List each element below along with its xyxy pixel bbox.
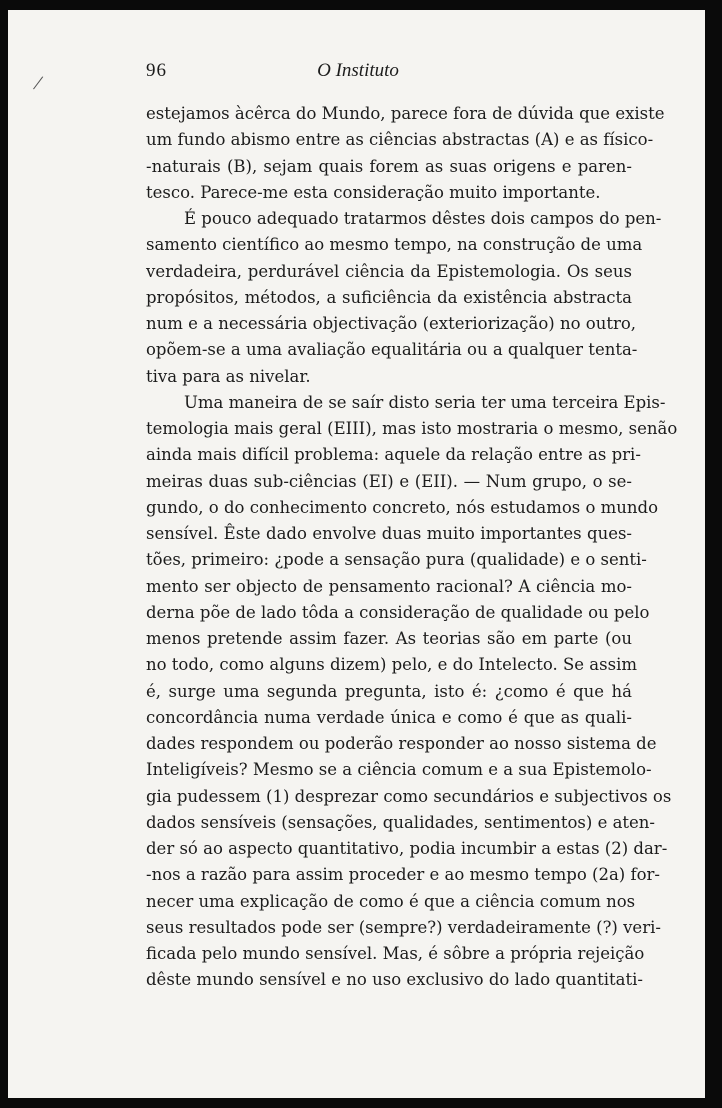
margin-mark: / [31,69,45,96]
text-line: samento científico ao mesmo tempo, na construção de uma [146,235,643,255]
paragraph [146,206,662,390]
text-line: Inteligíveis? Mesmo se a ciência comum e a sua Epistemolo- [146,760,652,780]
body-text [146,101,678,994]
text-line: ainda mais difícil problema: aquele da relação entre as pri- [146,445,641,465]
text-line: seus resultados pode ser (sempre?) verdadeiramente (?) veri- [146,917,661,937]
text-line: É pouco adequado tratarmos dêstes dois campos do pen- [184,209,662,228]
text-line: mento ser objecto de pensamento racional? A ciência mo- [146,576,632,596]
text-line: tiva para as nivelar. [146,366,311,386]
text-line: é, surge uma segunda pregunta, isto é: ¿como é que há [146,681,632,701]
text-line: dados sensíveis (sensações, qualidades, sentimentos) e aten- [146,812,656,832]
text-line: Uma maneira de se saír disto seria ter uma terceira Epis- [184,392,666,412]
text-line: dêste mundo sensível e no uso exclusivo do lado quantitati- [146,970,643,990]
page-number: 96 [146,60,167,81]
text-line: tesco. Parece-me esta consideração muito importante. [146,182,601,202]
text-line: estejamos àcêrca do Mundo, parece fora de dúvida que existe [146,104,665,123]
text-line: sensível. Êste dado envolve duas muito importantes ques- [146,524,632,543]
text-line: temologia mais geral (EIII), mas isto mostraria o mesmo, senão [146,419,678,438]
text-line: no todo, como alguns dizem) pelo, e do Intelecto. Se assim [146,655,637,675]
running-title: O Instituto [317,60,399,81]
text-line: tões, primeiro: ¿pode a sensação pura (qualidade) e o senti- [146,550,647,570]
paragraph [146,390,678,994]
text-line: propósitos, métodos, a suficiência da existência abstracta [146,287,632,307]
text-line: derna põe de lado tôda a consideração de qualidade ou pelo [146,602,650,622]
text-line: necer uma explicação de como é que a ciência comum nos [146,891,636,911]
text-line: gundo, o do conhecimento concreto, nós estudamos o mundo [146,497,659,517]
text-line: gia pudessem (1) desprezar como secundários e subjectivos os [146,786,672,806]
text-line: opõem-se a uma avaliação equalitária ou a qualquer tenta- [146,340,638,360]
text-line: num e a necessária objectivação (exteriorização) no outro, [146,314,637,333]
text-line: -naturais (B), sejam quais forem as suas origens e paren- [146,156,632,176]
text-line: dades respondem ou poderão responder ao nosso sistema de [146,734,657,753]
book-page [8,10,705,1098]
text-line: concordância numa verdade única e como é que as quali- [146,707,632,727]
text-line: meiras duas sub-ciências (EI) e (EII). — Num grupo, o se- [146,471,632,491]
text-line: verdadeira, perdurável ciência da Epistemologia. Os seus [146,261,632,281]
text-line: um fundo abismo entre as ciências abstractas (A) e as físico- [146,130,654,150]
text-line: ficada pelo mundo sensível. Mas, é sôbre a própria rejeição [146,944,645,963]
text-line: -nos a razão para assim proceder e ao mesmo tempo (2a) for- [146,865,660,885]
text-line: menos pretende assim fazer. As teorias são em parte (ou [146,629,632,648]
paragraph [146,101,665,206]
page-header [146,60,570,88]
text-line: der só ao aspecto quantitativo, podia incumbir a estas (2) dar- [146,839,668,858]
